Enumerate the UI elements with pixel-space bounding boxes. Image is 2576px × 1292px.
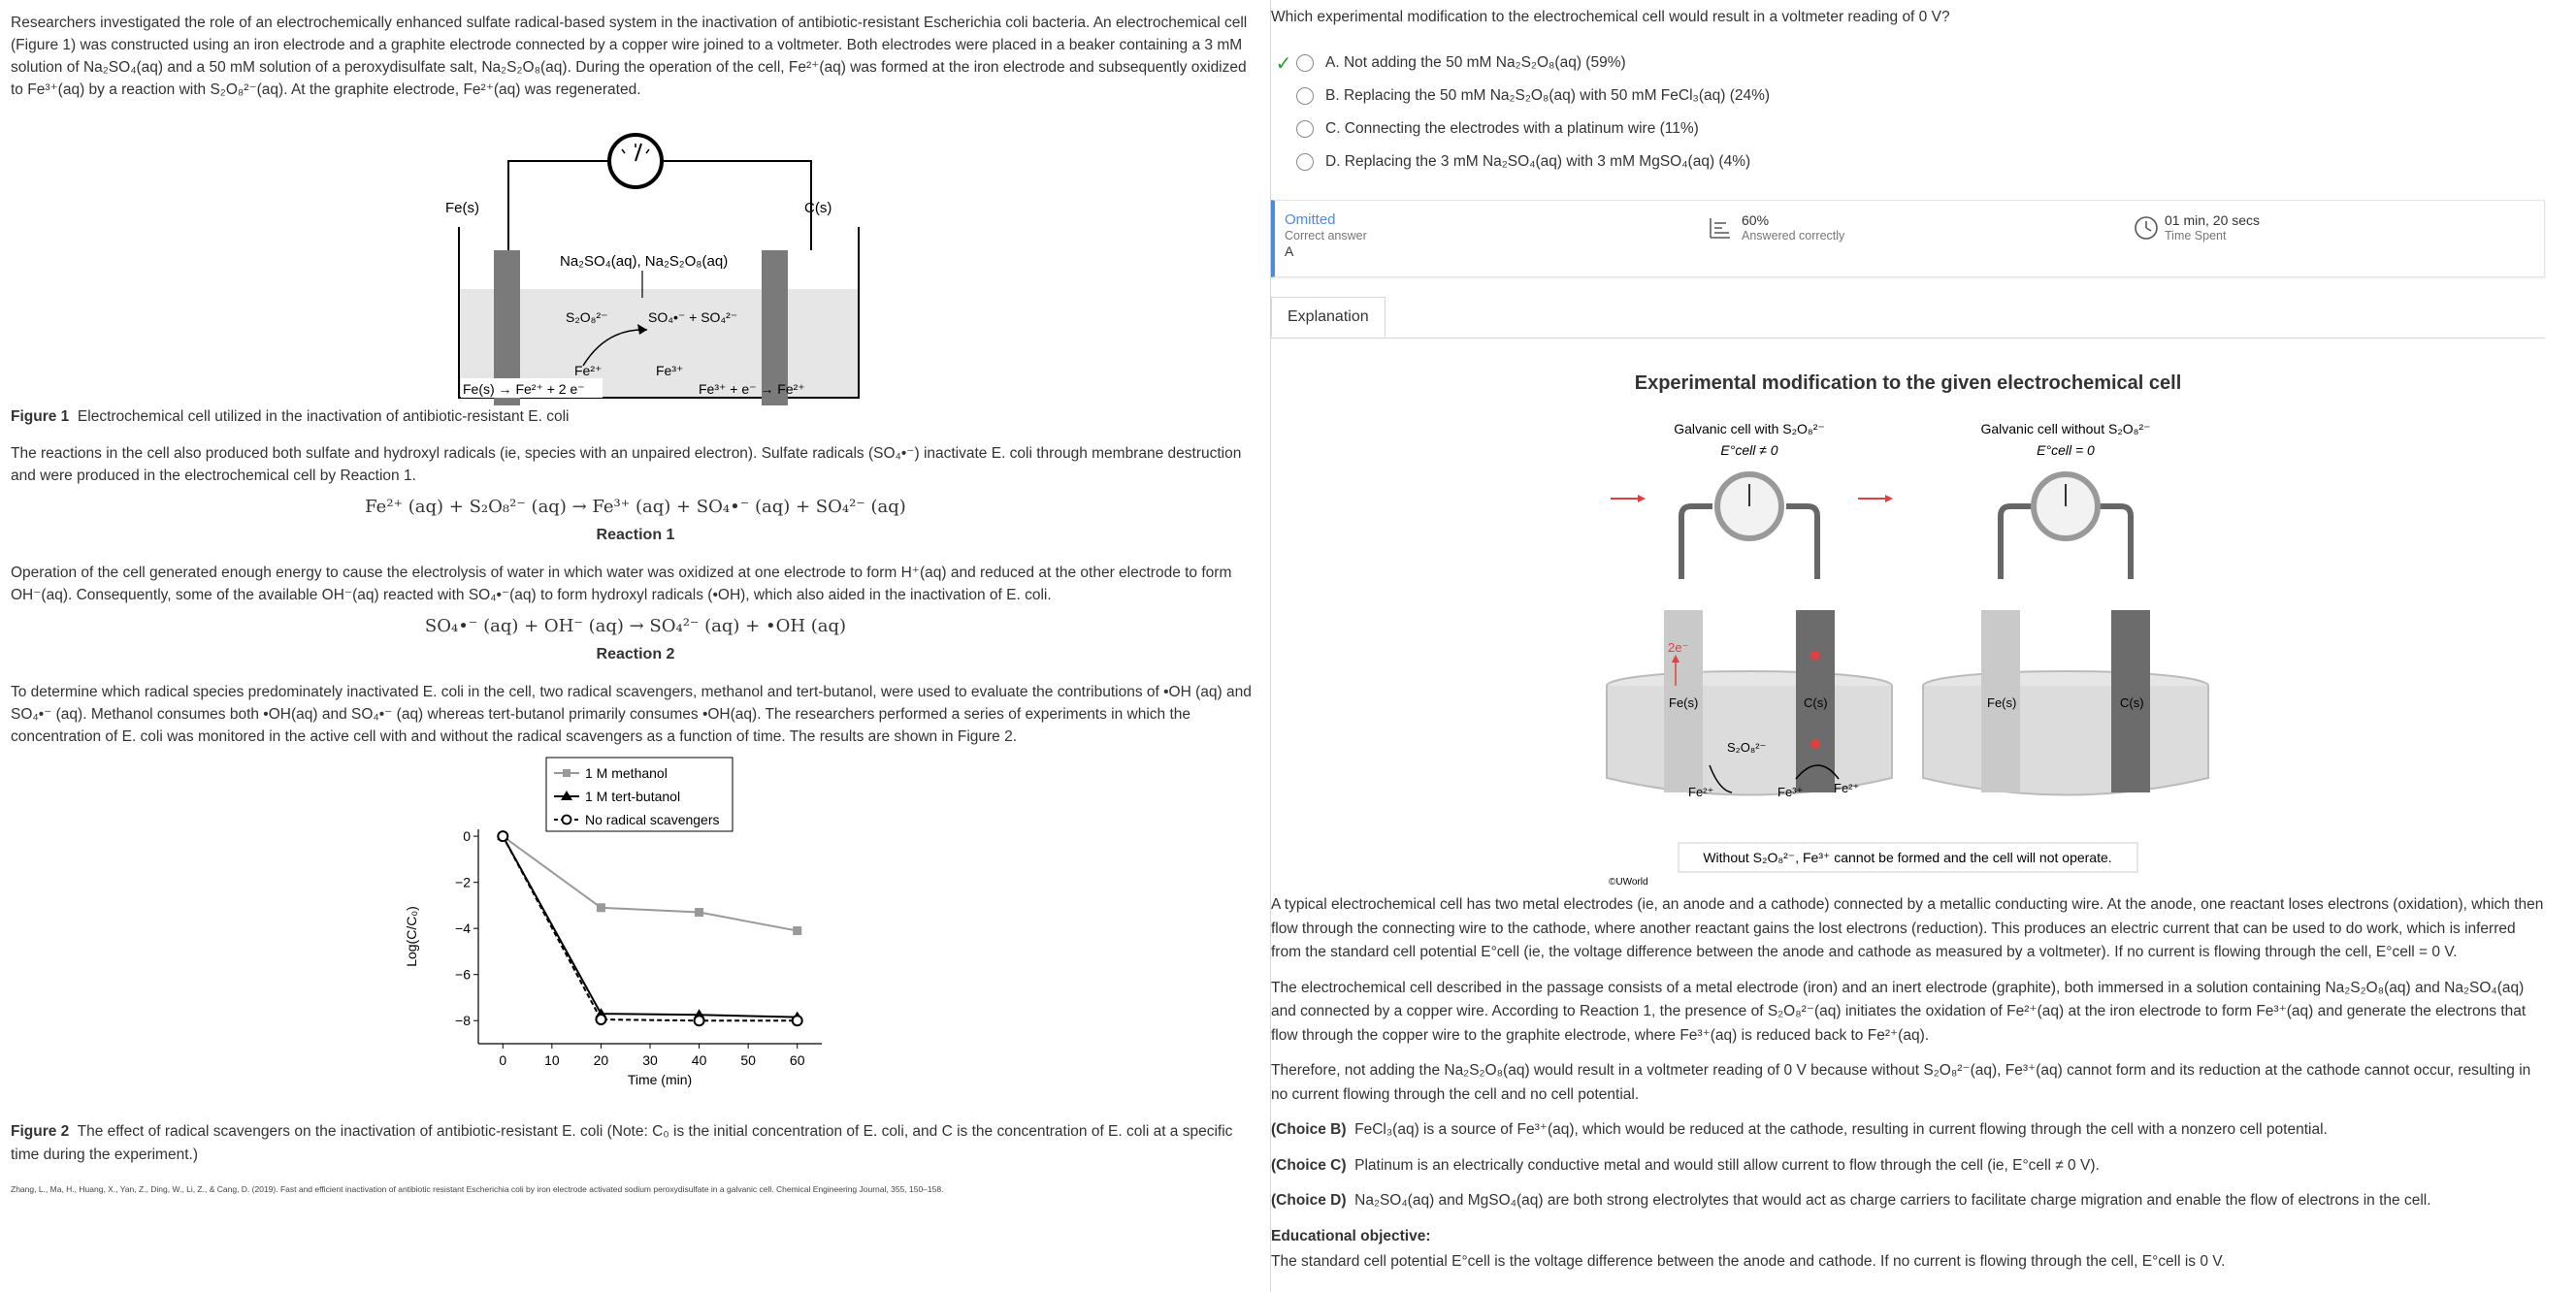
svg-text:Galvanic cell without S₂O₈²⁻: Galvanic cell without S₂O₈²⁻ [1980, 421, 2151, 436]
status-omitted: Omitted [1285, 211, 1336, 228]
figure-1-caption: Figure 1 Electrochemical cell utilized in the inactivation of antibiotic-resistant E. coli [11, 408, 570, 425]
y-tick-label: 0 [463, 828, 471, 845]
data-point [793, 1016, 802, 1025]
explanation-tabs [1271, 297, 1386, 337]
cell-with-persulfate [1607, 474, 1893, 799]
radio-icon[interactable] [1296, 54, 1314, 72]
svg-text:S₂O₈²⁻: S₂O₈²⁻ [1727, 740, 1767, 755]
question-panel [1271, 0, 2576, 1292]
fig1-cathode-reaction: Fe³⁺ + e⁻ → Fe²⁺ [699, 381, 805, 397]
choice-c[interactable] [1271, 113, 2576, 145]
reaction-1-label: Reaction 1 [596, 527, 675, 543]
svg-text:Galvanic cell with S₂O₈²⁻: Galvanic cell with S₂O₈²⁻ [1674, 421, 1825, 436]
svg-text:C(s): C(s) [2120, 695, 2144, 710]
explanation-choice-c: (Choice C) Platinum is an electrically conductive metal and would still allow current to flow through the cell (ie, E°cell ≠ 0 V). [1271, 1156, 2100, 1174]
reaction-1: Fe²⁺ (aq) + S₂O₈²⁻ (aq) → Fe³⁺ (aq) + SO₄•⁻ (aq) + SO₄²⁻ (aq) [365, 497, 906, 517]
y-axis-label: Log(C/C₀) [404, 906, 419, 967]
svg-text:C(s): C(s) [1804, 695, 1828, 710]
time-spent: 01 min, 20 secs [2165, 212, 2261, 228]
svg-text:Fe³⁺: Fe³⁺ [1777, 785, 1804, 799]
percent-correct: 60% [1742, 212, 1770, 228]
series-line-2 [503, 836, 797, 1020]
x-tick-label: 30 [642, 1052, 658, 1068]
fig1-s2o8-label: S₂O₈²⁻ [566, 309, 608, 325]
svg-text:Fe(s): Fe(s) [1987, 695, 2017, 710]
x-tick-label: 20 [593, 1052, 609, 1068]
explanation-paragraph-3: Therefore, not adding the Na₂S₂O₈(aq) would result in a voltmeter reading of 0 V because without S₂O₈²⁻(aq), Fe³⁺(aq) cannot form and its reduction at the cathode cannot occur, resulting in no current flowing through the cell and no cell potential. [1271, 1062, 2531, 1103]
choice-label: A. Not adding the 50 mM Na₂S₂O₈(aq) (59%) [1325, 54, 1626, 71]
legend-marker [563, 816, 571, 824]
choice-a[interactable] [1271, 47, 2576, 80]
x-tick-label: 50 [740, 1052, 756, 1068]
legend-label: No radical scavengers [585, 812, 720, 827]
data-point [596, 1015, 605, 1024]
explanation-note: Without S₂O₈²⁻, Fe³⁺ cannot be formed and the cell will not operate. [1703, 850, 2112, 865]
explanation-title: Experimental modification to the given electrochemical cell [1634, 372, 2182, 394]
objective-label: Educational objective: [1271, 1227, 1431, 1244]
x-tick-label: 60 [789, 1052, 805, 1068]
educational-objective: The standard cell potential E°cell is the voltage difference between the anode and cathode. If no current is flowing through the cell, E°cell is 0 V. [1271, 1253, 2226, 1270]
answer-choices [1271, 47, 2576, 178]
fig1-solution-label: Na₂SO₄(aq), Na₂S₂O₈(aq) [560, 253, 729, 270]
cell-without-persulfate [1923, 474, 2208, 795]
fig1-fe3-label: Fe³⁺ [656, 363, 684, 378]
reaction-2: SO₄•⁻ (aq) + OH⁻ (aq) → SO₄²⁻ (aq) + •OH (aq) [424, 616, 847, 636]
data-point [695, 908, 703, 917]
passage-paragraph-2: The reactions in the cell also produced both sulfate and hydroxyl radicals (ie, species with an unpaired electron). Sulfate radicals (SO₄•⁻) inactivate E. coli through membrane destruction and were produced in the electrochemical cell by Reaction 1. [11, 445, 1242, 484]
figure-1-diagram [11, 111, 884, 397]
y-tick-label: −6 [455, 966, 471, 983]
x-axis-label: Time (min) [627, 1072, 693, 1087]
clock-icon [2134, 215, 2159, 241]
svg-text:Fe²⁺: Fe²⁺ [1688, 785, 1714, 799]
explanation-diagram [1271, 395, 2545, 888]
passage-paragraph-3: Operation of the cell generated enough energy to cause the electrolysis of water in which water was oxidized at one electrode to form H⁺(aq) and reduced at the other electrode to form OH⁻(aq). Consequently, some of the available OH⁻(aq) reacted with SO₄•⁻(aq) to form hydroxyl radicals (•OH), which also aided in the inactivation of E. coli. [11, 565, 1232, 603]
figure-2-caption: Figure 2 The effect of radical scavengers on the inactivation of antibiotic-resistant E. coli (Note: C₀ is the initial concentration of E. coli, and C is the concentration of E. coli at a specific time during the experiment.) [11, 1123, 1233, 1163]
legend-label: 1 M tert-butanol [585, 789, 681, 804]
fig1-anode-reaction: Fe(s) → Fe²⁺ + 2 e⁻ [463, 381, 585, 397]
explanation-choice-d: (Choice D) Na₂SO₄(aq) and MgSO₄(aq) are both strong electrolytes that would act as charge carriers to facilitate charge migration and enable the flow of electrons in the cell. [1271, 1192, 2431, 1209]
passage-paragraph-1: Researchers investigated the role of an electrochemically enhanced sulfate radical-based system in the inactivation of antibiotic-resistant Escherichia coli bacteria. An electrochemical cell (Figure 1) was constructed using an iron electrode and a graphite electrode connected by a copper wire joined to a voltmeter. Both electrodes were placed in a beaker containing a 3 mM solution of Na₂SO₄(aq) and a 50 mM solution of a peroxydisulfate salt, Na₂S₂O₈(aq). During the operation of the cell, Fe²⁺(aq) was formed at the iron electrode and subsequently oxidized to Fe³⁺(aq) by a reaction with S₂O₈²⁻(aq). At the graphite electrode, Fe²⁺(aq) was regenerated. [11, 15, 1248, 98]
y-tick-label: −2 [455, 874, 471, 890]
fig1-products-label: SO₄•⁻ + SO₄²⁻ [648, 309, 738, 325]
legend-marker [563, 769, 571, 777]
fig1-c-label: C(s) [804, 200, 832, 216]
svg-text:2e⁻: 2e⁻ [1668, 640, 1689, 655]
choice-label: C. Connecting the electrodes with a platinum wire (11%) [1325, 120, 1699, 137]
question-stem: Which experimental modification to the electrochemical cell would result in a voltmeter reading of 0 V? [1271, 9, 1950, 25]
fig1-fe-label: Fe(s) [445, 200, 479, 216]
x-tick-label: 40 [691, 1052, 707, 1068]
explanation-paragraph-1: A typical electrochemical cell has two metal electrodes (ie, an anode and a cathode) connected by a metallic conducting wire. At the anode, one reactant loses electrons (oxidation), which then flow through the connecting wire to the cathode, where another reactant gains the lost electrons (reduction). This produces an electric current that can be used to do work, which is inferred from the standard cell potential E°cell (ie, the voltage difference between the anode and cathode as measured by a voltmeter). If no current is flowing through the cell, E°cell = 0 V. [1271, 896, 2544, 960]
choice-d[interactable] [1271, 145, 2576, 178]
data-point [597, 903, 605, 912]
radio-icon[interactable] [1296, 87, 1314, 105]
svg-text:Fe²⁺: Fe²⁺ [1834, 781, 1860, 795]
citation: Zhang, L., Ma, H., Huang, X., Yan, Z., Ding, W., Li, Z., & Cang, D. (2019). Fast and efficient inactivation of antibiotic resistant Escherichia coli by iron electrode activated sodium peroxydisulfate in a galvanic cell. Chemical Engineering Journal, 355, 150–158. [11, 1184, 944, 1194]
data-point [695, 1016, 704, 1025]
data-point [793, 926, 801, 935]
explanation-choice-b: (Choice B) FeCl₃(aq) is a source of Fe³⁺(aq), which would be reduced at the cathode, resulting in current flowing through the cell with a nonzero cell potential. [1271, 1121, 2328, 1138]
check-icon: ✓ [1275, 52, 1292, 75]
svg-text:E°cell ≠ 0: E°cell ≠ 0 [1720, 442, 1778, 458]
x-tick-label: 0 [499, 1052, 507, 1068]
choice-b[interactable] [1271, 80, 2576, 113]
svg-text:©UWorld: ©UWorld [1609, 877, 1648, 888]
legend-label: 1 M methanol [585, 765, 668, 781]
data-point [498, 831, 507, 841]
answer-stats-bar: Omitted Correct answer A 60% Answered correctly 01 min, 20 secs Time Spent [1271, 200, 2545, 277]
radio-icon[interactable] [1296, 120, 1314, 138]
bar-chart-icon [1708, 215, 1733, 241]
passage-paragraph-4: To determine which radical species predominately inactivated E. coli in the cell, two radical scavengers, methanol and tert-butanol, were used to evaluate the contributions of •OH (aq) and SO₄•⁻ (aq). Methanol consumes both •OH(aq) and SO₄•⁻ (aq) whereas tert-butanol primarily consumes •OH(aq). The researchers performed a series of experiments in which the concentration of E. coli was monitored in the active cell with and without the radical scavengers as a function of time. The results are shown in Figure 2. [11, 684, 1252, 745]
explanation-paragraph-2: The electrochemical cell described in the passage consists of a metal electrode (iron) and an inert electrode (graphite), both immersed in a solution containing Na₂S₂O₈(aq) and Na₂SO₄(aq) and connected by a copper wire. According to Reaction 1, the presence of S₂O₈²⁻(aq) initiates the oxidation of Fe²⁺(aq) at the iron electrode to form Fe³⁺(aq) and generate the electrons that flow through the copper wire to the graphite electrode, where Fe³⁺(aq) is reduced back to Fe²⁺(aq). [1271, 979, 2527, 1044]
y-tick-label: −4 [455, 921, 471, 937]
passage-panel [0, 0, 1271, 1292]
correct-answer-value: A [1285, 243, 1294, 259]
choice-label: B. Replacing the 50 mM Na₂S₂O₈(aq) with 50 mM FeCl₃(aq) (24%) [1325, 87, 1771, 104]
reaction-2-label: Reaction 2 [596, 646, 675, 662]
explanation-section [1271, 369, 2545, 1286]
tab-explanation[interactable]: Explanation [1271, 297, 1386, 337]
y-tick-label: −8 [455, 1013, 471, 1029]
svg-text:Fe(s): Fe(s) [1669, 695, 1699, 710]
radio-icon[interactable] [1296, 153, 1314, 171]
choice-label: D. Replacing the 3 mM Na₂SO₄(aq) with 3 mM MgSO₄(aq) (4%) [1325, 153, 1751, 170]
series-line-1 [503, 836, 797, 1017]
figure-2-chart [11, 758, 884, 1116]
svg-text:E°cell = 0: E°cell = 0 [2037, 442, 2095, 458]
x-tick-label: 10 [544, 1052, 560, 1068]
fig1-fe2-label: Fe²⁺ [574, 363, 603, 378]
